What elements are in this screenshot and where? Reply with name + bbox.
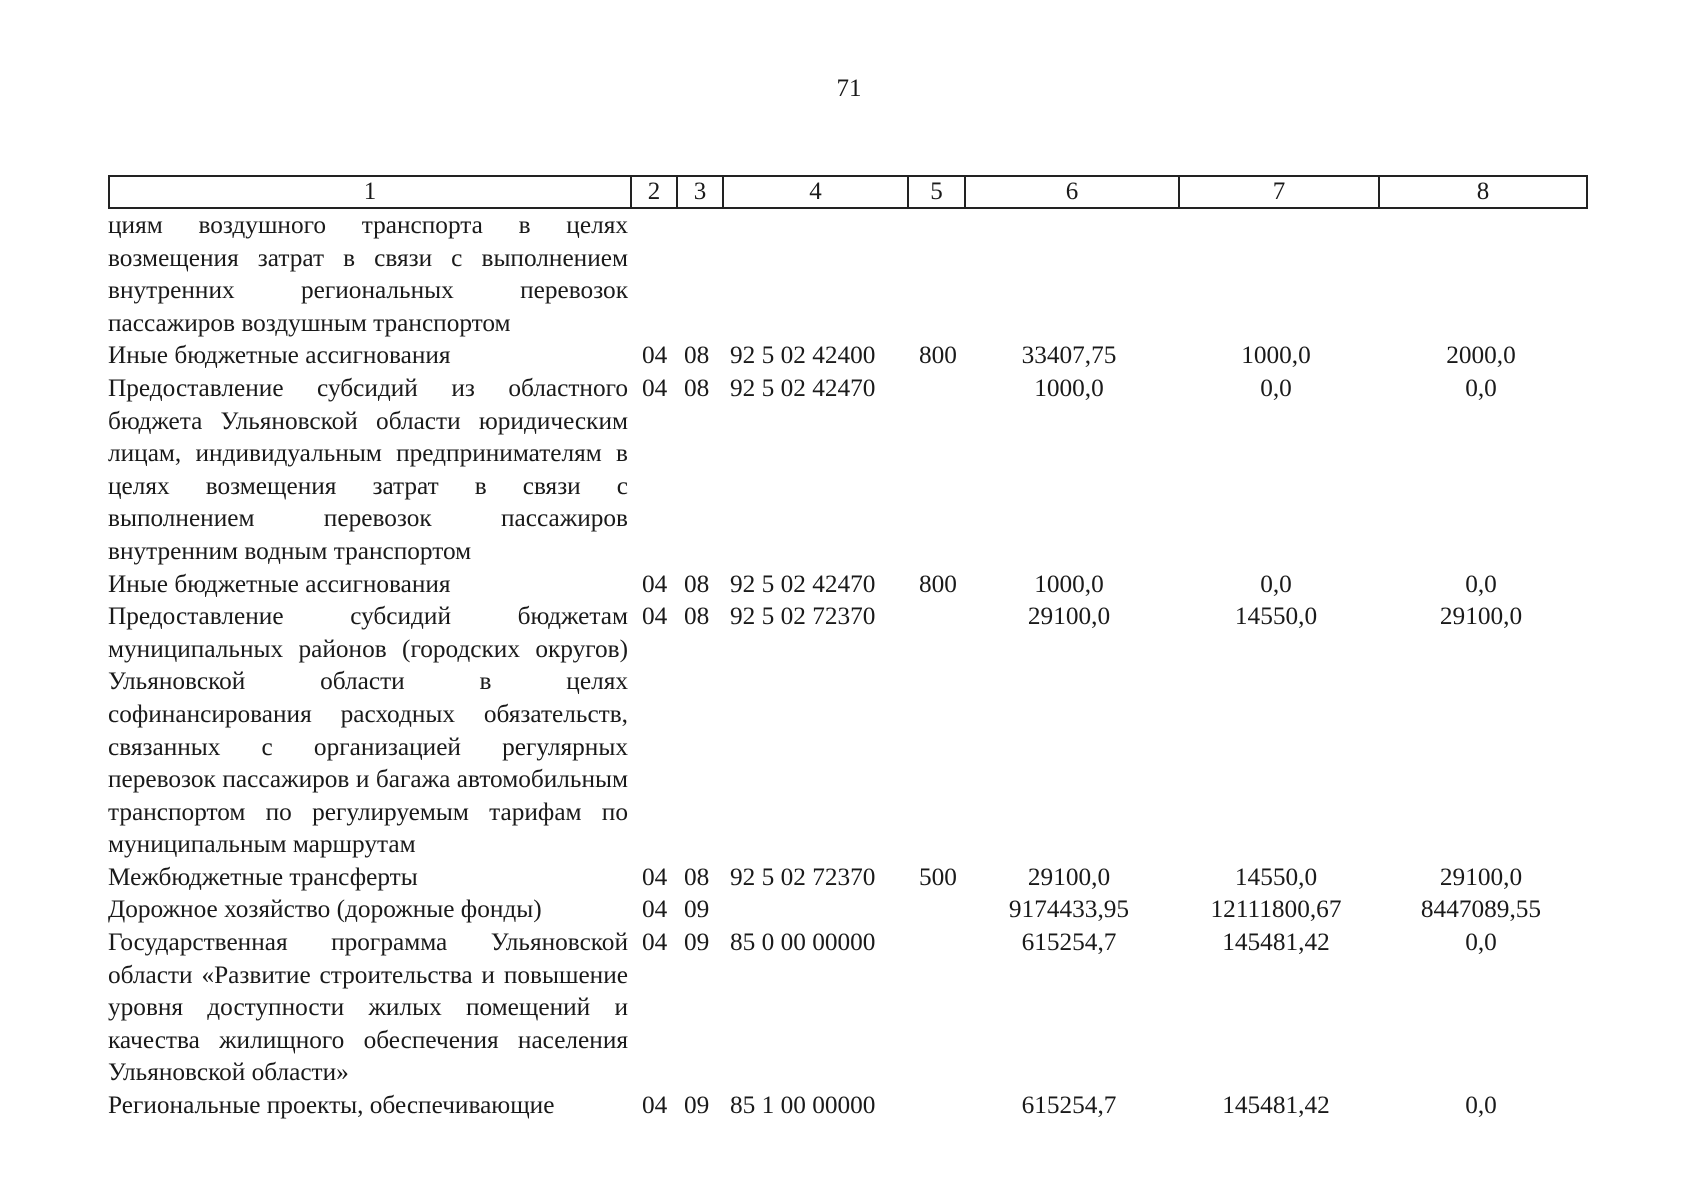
row-value-7: 14550,0 <box>1234 602 1318 631</box>
row-value-7: 0,0 <box>1260 373 1292 402</box>
row-name: циям воздушного транспорта в целях возмещения затрат в связи с выполнением внутренних региональных перевозок пассажиров воздушным транспортом <box>108 211 628 337</box>
row-target-code <box>720 893 905 926</box>
row-value-7: 14550,0 <box>1234 862 1318 891</box>
row-target-code <box>720 209 905 339</box>
row-value-8: 0,0 <box>1465 569 1497 598</box>
row-section: 04 <box>642 569 668 598</box>
row-value-8: 8447089,55 <box>1420 895 1542 924</box>
row-name: Предоставление субсидий бюджетам муниципальных районов (городских округов) Ульяновской области в целях софинансирования расходных обязательств, связанных с организацией регулярных перевозок пассажиров и багажа автомобильным транспортом по регулируемым тарифам по муниципальным маршрутам <box>108 602 628 859</box>
row-expense-type <box>905 372 962 568</box>
row-section: 04 <box>642 895 668 924</box>
row-value-6: 29100,0 <box>1027 862 1111 891</box>
row-expense-type: 800 <box>919 569 957 598</box>
header-col-7: 7 <box>1179 176 1379 208</box>
row-value-6: 29100,0 <box>1027 602 1111 631</box>
row-value-8: 29100,0 <box>1439 862 1523 891</box>
row-name: Дорожное хозяйство (дорожные фонды) <box>108 895 542 924</box>
table-row <box>108 600 1586 861</box>
row-name: Государственная программа Ульяновской области «Развитие строительства и повышение уровня доступности жилых помещений и качества жилищного обеспечения населения Ульяновской области» <box>108 928 628 1087</box>
row-target-code: 92 5 02 42400 <box>730 341 876 370</box>
row-subsection: 08 <box>684 341 710 370</box>
row-section: 04 <box>642 1091 668 1120</box>
row-subsection: 08 <box>684 862 710 891</box>
row-section <box>628 209 674 339</box>
header-col-6: 6 <box>965 176 1179 208</box>
row-expense-type <box>905 600 962 861</box>
row-name: Предоставление субсидий из областного бюджета Ульяновской области юридическим лицам, индивидуальным предпринимателям в целях возмещения затрат в связи с выполнением перевозок пассажиров внутренним водным транспортом <box>108 373 628 565</box>
table-row <box>108 926 1586 1089</box>
row-value-6: 33407,75 <box>1021 341 1117 370</box>
header-col-1: 1 <box>109 176 631 208</box>
row-value-7: 1000,0 <box>1241 341 1311 370</box>
row-section: 04 <box>642 862 668 891</box>
row-value-6: 9174433,95 <box>1008 895 1130 924</box>
header-col-4: 4 <box>723 176 908 208</box>
row-target-code: 92 5 02 42470 <box>730 569 876 598</box>
row-value-7 <box>1176 209 1376 339</box>
row-value-7: 145481,42 <box>1222 928 1330 957</box>
row-subsection <box>674 209 720 339</box>
row-name: Региональные проекты, обеспечивающие <box>108 1091 555 1120</box>
row-target-code: 85 1 00 00000 <box>730 1091 876 1120</box>
row-value-7: 0,0 <box>1260 569 1292 598</box>
row-name: Иные бюджетные ассигнования <box>108 341 451 370</box>
row-expense-type <box>905 926 962 1089</box>
row-subsection: 09 <box>684 928 710 957</box>
table-row <box>108 209 1586 339</box>
table-row <box>108 1089 1586 1122</box>
row-name: Иные бюджетные ассигнования <box>108 569 451 598</box>
row-section: 04 <box>642 928 668 957</box>
header-col-3: 3 <box>677 176 723 208</box>
table-row <box>108 861 1586 894</box>
table-row <box>108 372 1586 568</box>
row-name: Межбюджетные трансферты <box>108 862 418 891</box>
row-target-code: 85 0 00 00000 <box>730 928 876 957</box>
row-target-code: 92 5 02 42470 <box>730 373 876 402</box>
column-number-header <box>108 175 1588 209</box>
row-value-6: 615254,7 <box>1021 928 1117 957</box>
row-section: 04 <box>642 602 668 631</box>
row-expense-type: 800 <box>919 341 957 370</box>
row-value-7: 145481,42 <box>1222 1091 1330 1120</box>
budget-table <box>108 209 1586 1122</box>
row-subsection: 08 <box>684 602 710 631</box>
table-row <box>108 893 1586 926</box>
row-expense-type <box>905 209 962 339</box>
row-value-8: 2000,0 <box>1446 341 1516 370</box>
row-value-8 <box>1376 209 1586 339</box>
row-value-8: 0,0 <box>1465 373 1497 402</box>
row-value-8: 29100,0 <box>1439 602 1523 631</box>
row-value-8: 0,0 <box>1465 1091 1497 1120</box>
table-row <box>108 339 1586 372</box>
row-target-code: 92 5 02 72370 <box>730 862 876 891</box>
header-row <box>109 176 1587 208</box>
row-value-6 <box>962 209 1176 339</box>
row-value-8: 0,0 <box>1465 928 1497 957</box>
page-number: 71 <box>836 75 862 102</box>
header-col-2: 2 <box>631 176 677 208</box>
row-expense-type <box>905 1089 962 1122</box>
row-value-6: 615254,7 <box>1021 1091 1117 1120</box>
row-subsection: 09 <box>684 1091 710 1120</box>
row-value-6: 1000,0 <box>1034 569 1104 598</box>
row-subsection: 08 <box>684 569 710 598</box>
row-expense-type: 500 <box>919 862 957 891</box>
header-col-8: 8 <box>1379 176 1587 208</box>
row-value-7: 12111800,67 <box>1210 895 1342 924</box>
row-section: 04 <box>642 341 668 370</box>
header-col-5: 5 <box>908 176 965 208</box>
row-section: 04 <box>642 373 668 402</box>
row-subsection: 09 <box>684 895 710 924</box>
row-value-6: 1000,0 <box>1034 373 1104 402</box>
table-row <box>108 568 1586 601</box>
row-target-code: 92 5 02 72370 <box>730 602 876 631</box>
row-subsection: 08 <box>684 373 710 402</box>
row-expense-type <box>905 893 962 926</box>
